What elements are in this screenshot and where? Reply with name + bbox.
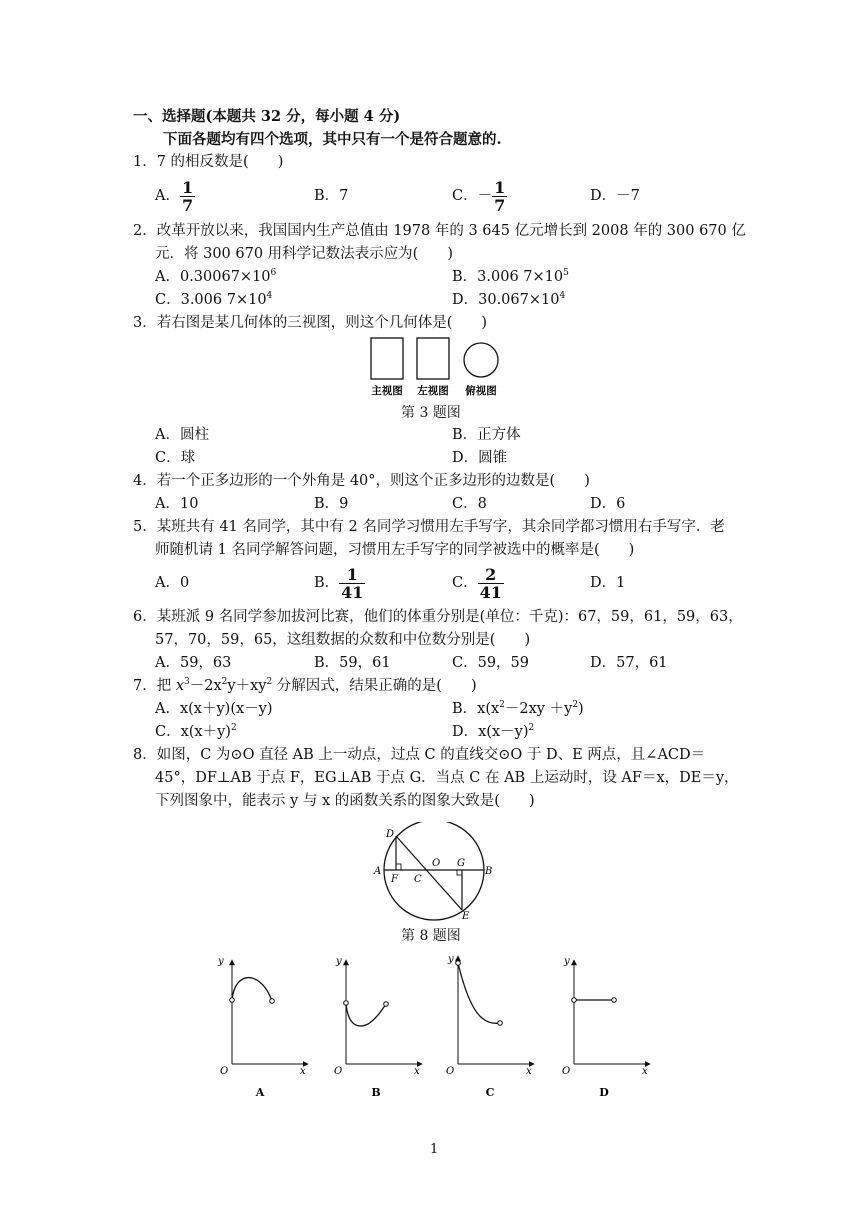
q4-option-c: C．8 bbox=[452, 496, 487, 512]
graph-d-label: D bbox=[599, 1086, 609, 1099]
q4-stem: 4．若一个正多边形的一个外角是 40°，则这个正多边形的边数是( ) bbox=[133, 473, 590, 489]
q5-option-c: C． $\frac{2}{41}$ bbox=[452, 564, 502, 602]
graph-b bbox=[334, 956, 422, 1099]
graph-b-y-label: y bbox=[336, 956, 342, 967]
q1-option-d: D．－7 bbox=[590, 188, 640, 204]
graph-d-start-point bbox=[572, 998, 577, 1003]
graph-a-y-label: y bbox=[218, 956, 224, 967]
q8-caption: 第 8 题图 bbox=[401, 928, 461, 944]
three-view-figure bbox=[362, 335, 506, 399]
label-b: B bbox=[485, 866, 493, 877]
q5-option-d: D．1 bbox=[590, 575, 626, 591]
chord-de bbox=[396, 836, 462, 910]
q1-option-a: A． $\frac{1}{7}$ bbox=[155, 177, 194, 215]
section-instruction: 下面各题均有四个选项，其中只有一个是符合题意的. bbox=[163, 131, 502, 148]
q4-option-a: A．10 bbox=[155, 496, 199, 512]
label-e: E bbox=[462, 911, 470, 922]
q8-line1: 8．如图，C 为⊙O 直径 AB 上一动点，过点 C 的直线交⊙O 于 D、E 两点，且∠ACD＝ bbox=[133, 747, 706, 763]
q7-option-a: A．x(x＋y)(x－y) bbox=[155, 701, 273, 717]
graph-a bbox=[217, 956, 308, 1099]
front-view-label: 主视图 bbox=[371, 385, 403, 397]
top-view-label: 俯视图 bbox=[465, 385, 497, 397]
graph-c-origin: O bbox=[446, 1066, 455, 1077]
graph-b-origin: O bbox=[334, 1066, 343, 1077]
q2-option-d: D．$30.067\times 10^4$ bbox=[452, 291, 566, 308]
q2-option-a: A．$0.30067\times 10^6$ bbox=[155, 268, 277, 285]
graph-a-origin: O bbox=[220, 1066, 229, 1077]
q5-line2: 师随机请 1 名同学解答问题，习惯用左手写字的同学被选中的概率是( ) bbox=[155, 542, 635, 558]
graph-a-x-label: x bbox=[300, 1066, 306, 1077]
q3-stem: 3．若右图是某几何体的三视图，则这个几何体是( ) bbox=[133, 315, 488, 331]
q8-line3: 下列图象中，能表示 y 与 x 的函数关系的图象大致是( ) bbox=[155, 793, 535, 809]
graph-b-end-point bbox=[384, 1002, 389, 1007]
graph-c-y-label: y bbox=[448, 954, 454, 965]
label-f: F bbox=[391, 874, 398, 885]
circle-o bbox=[384, 822, 484, 920]
graph-d-x-label: x bbox=[642, 1066, 648, 1077]
left-view-label: 左视图 bbox=[417, 385, 449, 397]
q7-option-c: C．$x(x+y)^2$ bbox=[155, 723, 237, 740]
graph-d-origin: O bbox=[562, 1066, 571, 1077]
q2-line1: 2．改革开放以来，我国国内生产总值由 1978 年的 3 645 亿元增长到 2008 年的 300 670 亿 bbox=[133, 223, 746, 239]
right-angle-g bbox=[457, 870, 462, 875]
q3-option-d: D．圆锥 bbox=[452, 450, 508, 466]
right-angle-f bbox=[396, 864, 401, 870]
q3-caption: 第 3 题图 bbox=[401, 405, 461, 421]
q1-option-b: B．7 bbox=[314, 188, 349, 204]
q3-option-b: B．正方体 bbox=[452, 427, 521, 443]
graph-d-end-point bbox=[612, 998, 617, 1003]
page-number: 1 bbox=[430, 1142, 439, 1157]
q8-line2: 45°，DF⊥AB 于点 F，EG⊥AB 于点 G．当点 C 在 AB 上运动时，设 AF＝x，DE＝y， bbox=[155, 770, 739, 786]
q4-option-b: B．9 bbox=[314, 496, 349, 512]
graph-c-x-label: x bbox=[526, 1066, 532, 1077]
q8-option-graphs bbox=[212, 948, 662, 1100]
graph-b-curve bbox=[346, 1003, 386, 1026]
q1-stem: 1．7 的相反数是( ) bbox=[133, 154, 284, 170]
graph-c-end-point bbox=[498, 1021, 503, 1026]
q4-option-d: D．6 bbox=[590, 496, 626, 512]
front-view-rect bbox=[371, 338, 403, 379]
graph-a-label: A bbox=[255, 1086, 265, 1099]
section-title: 一、选择题(本题共 32 分，每小题 4 分) bbox=[133, 108, 401, 125]
graph-a-end-point bbox=[270, 999, 275, 1004]
graph-d bbox=[562, 956, 650, 1099]
label-g: G bbox=[457, 858, 465, 869]
q2-option-c: C．3.006 $7\times 10^4$ bbox=[155, 291, 273, 308]
q6-line1: 6．某班派 9 名同学参加拔河比赛，他们的体重分别是(单位：千克)：67，59，61，59，63， bbox=[133, 609, 743, 625]
q5-fraction-c: $\frac{2}{41}$ bbox=[479, 564, 502, 602]
q5-line1: 5．某班共有 41 名同学，其中有 2 名同学习惯用左手写字，其余同学都习惯用右手写字．老 bbox=[133, 519, 725, 535]
label-o: O bbox=[432, 858, 441, 869]
q6-option-c: C．59，59 bbox=[452, 655, 529, 671]
circle-figure bbox=[370, 822, 502, 922]
q6-line2: 57，70，59，65，这组数据的众数和中位数分别是( ) bbox=[155, 632, 531, 648]
q1-fraction-c: $\frac{1}{7}$ bbox=[494, 177, 506, 215]
q3-option-a: A．圆柱 bbox=[155, 427, 209, 443]
q6-option-b: B．59，61 bbox=[314, 655, 391, 671]
graph-c-label: C bbox=[485, 1086, 495, 1099]
label-c: C bbox=[414, 874, 422, 885]
graph-b-start-point bbox=[344, 1001, 349, 1006]
q2-option-b: B．3.006 $7\times 10^5$ bbox=[452, 268, 569, 285]
q7-option-b: B．$x(x^2-2xy +y^2)$ bbox=[452, 700, 584, 717]
q5-option-b: B． $\frac{1}{41}$ bbox=[314, 564, 364, 602]
left-view-rect bbox=[417, 338, 449, 379]
q5-option-a: A．0 bbox=[155, 575, 190, 591]
q3-option-c: C．球 bbox=[155, 450, 196, 466]
top-view-circle bbox=[464, 343, 498, 377]
graph-c-curve bbox=[458, 963, 500, 1023]
graph-a-start-point bbox=[230, 998, 235, 1003]
q1-option-c: C．－ $\frac{1}{7}$ bbox=[452, 177, 506, 215]
graph-c bbox=[446, 954, 534, 1099]
q7-stem: 7．把 $x^3-2x^2y+xy^2$ 分解因式，结果正确的是( ) bbox=[133, 677, 477, 694]
q5-fraction-b: $\frac{1}{41}$ bbox=[341, 564, 364, 602]
graph-b-x-label: x bbox=[414, 1066, 420, 1077]
q6-option-a: A．59，63 bbox=[155, 655, 232, 671]
q1-fraction-a: $\frac{1}{7}$ bbox=[181, 177, 194, 215]
graph-d-y-label: y bbox=[564, 956, 570, 967]
label-a: A bbox=[374, 866, 382, 877]
label-d: D bbox=[386, 829, 395, 840]
q7-option-d: D．$x(x-y)^2$ bbox=[452, 723, 535, 740]
q2-line2: 元．将 300 670 用科学记数法表示应为( ) bbox=[155, 246, 453, 262]
q6-option-d: D．57，61 bbox=[590, 655, 668, 671]
graph-c-start-point bbox=[456, 961, 461, 966]
graph-b-label: B bbox=[371, 1086, 381, 1099]
graph-a-curve bbox=[232, 978, 272, 1001]
